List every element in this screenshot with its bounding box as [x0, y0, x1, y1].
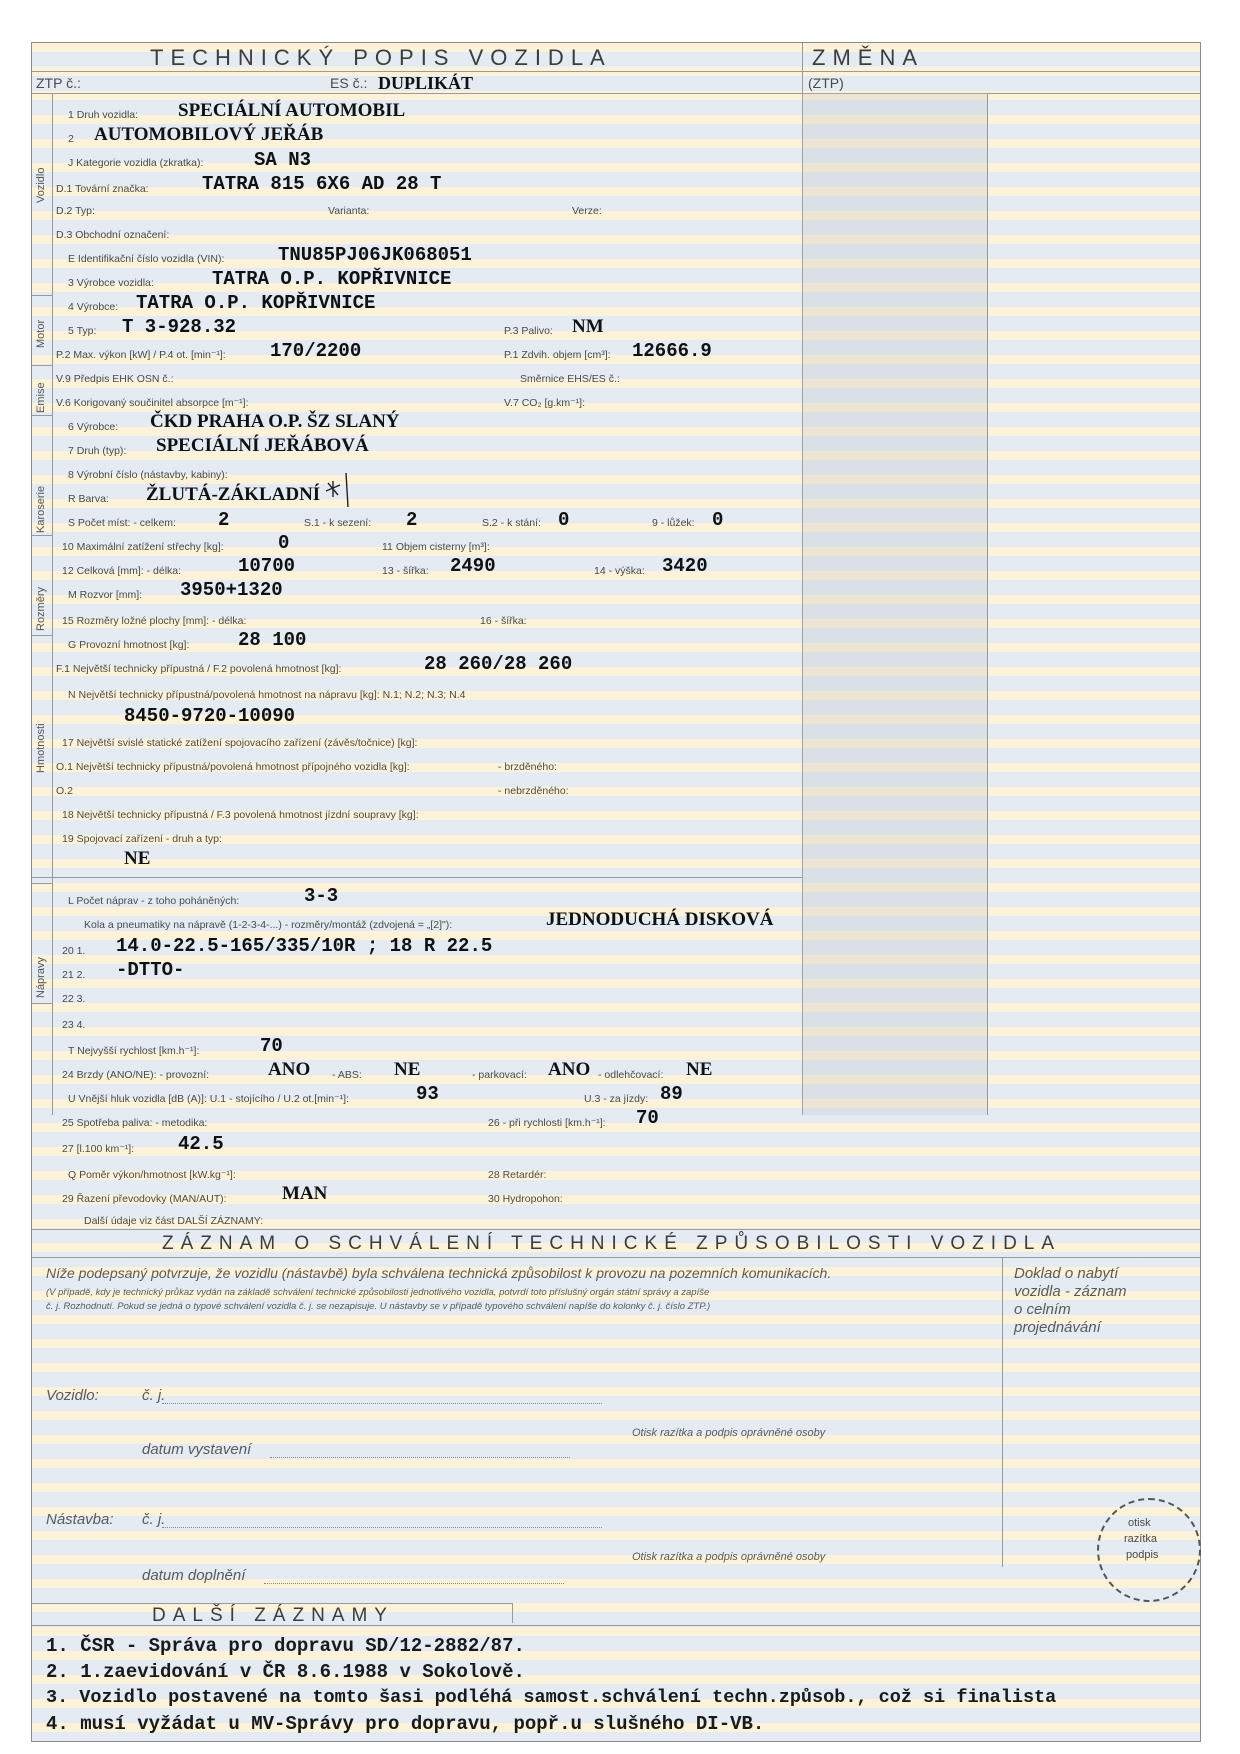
- note-line-3: 3. Vozidlo postavené na tomto šasi podléhá samost.schválení techn.způsob., což si finalista: [46, 1687, 1057, 1708]
- row-d1-value: TATRA 815 6X6 AD 28 T: [202, 173, 442, 195]
- row-p3-label: P.3 Palivo:: [504, 325, 553, 337]
- section-break: [32, 295, 52, 296]
- row-26-label: 26 - při rychlosti [km.h⁻¹]:: [488, 1117, 606, 1129]
- row-u-value: 93: [416, 1083, 439, 1105]
- note-line-2: 2. 1.zaevidování v ČR 8.6.1988 v Sokolově.: [46, 1661, 525, 1683]
- section-break: [32, 535, 52, 536]
- row-p3-value: NM: [572, 316, 604, 337]
- row-s-label: S Počet míst: - celkem:: [68, 517, 176, 529]
- divider: [32, 877, 802, 878]
- row-25-label: 25 Spotřeba paliva: - metodika:: [62, 1117, 208, 1129]
- row-s2-value: 0: [558, 509, 570, 531]
- section-rozmery: Rozměry: [35, 586, 47, 631]
- odl-value: NE: [686, 1059, 713, 1080]
- divider: [32, 1603, 512, 1604]
- row-v6-label: V.6 Korigovaný součinitel absorpce [m⁻¹]:: [56, 397, 249, 409]
- change-column: [802, 93, 987, 1115]
- row-24-label: 24 Brzdy (ANO/NE): - provozní:: [62, 1069, 210, 1081]
- row-f1-value: 28 260/28 260: [424, 653, 573, 675]
- otisk-2: Otisk razítka a podpis oprávněné osoby: [632, 1551, 826, 1563]
- row-13-value: 2490: [450, 555, 496, 577]
- row-21-value: -DTTO-: [116, 959, 185, 981]
- divider: [32, 1257, 1200, 1258]
- row-9-label: 9 - lůžek:: [652, 517, 695, 529]
- park-label: - parkovací:: [472, 1069, 527, 1081]
- ztp-label: ZTP č.:: [36, 75, 81, 91]
- row-t-label: T Nejvyšší rychlost [km.h⁻¹]:: [68, 1045, 200, 1057]
- row-d2-varianta: Varianta:: [328, 205, 370, 217]
- row-10-value: 0: [278, 532, 290, 554]
- row-22-label: 22 3.: [62, 993, 86, 1005]
- row-s-value: 2: [218, 509, 230, 531]
- section-karoserie: Karoserie: [35, 485, 47, 533]
- row-d1-label: D.1 Tovární značka:: [56, 183, 149, 195]
- row-d3-label: D.3 Obchodní označení:: [56, 229, 170, 241]
- approval-title: ZÁZNAM O SCHVÁLENÍ TECHNICKÉ ZPŮSOBILOSTI VOZIDLA: [162, 1233, 1062, 1254]
- change-title: ZMĚNA: [812, 45, 924, 70]
- row-smernice: Směrnice EHS/ES č.:: [520, 373, 620, 385]
- row-6-value: ČKD PRAHA O.P. ŠZ SLANÝ: [150, 411, 400, 432]
- row-2-value: AUTOMOBILOVÝ JEŘÁB: [94, 124, 324, 145]
- row-m-value: 3950+1320: [180, 579, 283, 601]
- section-break: [32, 1003, 52, 1004]
- approval-line-3: č. j. Rozhodnutí. Pokud se jedná o typové schválení vozidla č. j. se nezapisuje. U nástavby se v případě typového schválení napíše do kolonky č. j. číslo ZTP.): [46, 1301, 711, 1312]
- section-break: [32, 365, 52, 366]
- row-l-label: L Počet náprav - z toho poháněných:: [68, 895, 240, 907]
- row-17-label: 17 Největší svislé statické zatížení spojovacího zařízení (závěs/točnice) [kg]:: [62, 737, 418, 749]
- datum-doplneni-field[interactable]: [264, 1583, 564, 1584]
- row-29-value: MAN: [282, 1183, 328, 1204]
- section-strip-divider: [52, 93, 53, 1115]
- row-o1-brzd: - brzděného:: [498, 761, 557, 773]
- form-title: TECHNICKÝ POPIS VOZIDLA: [150, 45, 612, 70]
- row-7-value: SPECIÁLNÍ JEŘÁBOVÁ: [156, 435, 369, 456]
- row-4-value: TATRA O.P. KOPŘIVNICE: [136, 292, 376, 314]
- row-p2-value: 170/2200: [270, 340, 362, 362]
- doklad-line-1: Doklad o nabytí: [1014, 1265, 1119, 1282]
- park-value: ANO: [548, 1059, 591, 1080]
- odl-label: - odlehčovací:: [598, 1069, 664, 1081]
- cj-field[interactable]: [162, 1403, 602, 1404]
- row-16-label: 16 - šířka:: [480, 615, 527, 627]
- row-s1-label: S.1 - k sezení:: [304, 517, 372, 529]
- row-30-label: 30 Hydropohon:: [488, 1193, 563, 1205]
- cj-label: č. j.: [142, 1387, 166, 1404]
- datum-vystaveni-field[interactable]: [270, 1457, 570, 1458]
- section-break: [32, 635, 52, 636]
- row-14-label: 14 - výška:: [594, 565, 645, 577]
- row-m-label: M Rozvor [mm]:: [68, 589, 143, 601]
- section-break: [32, 415, 52, 416]
- row-20-value: 14.0-22.5-165/335/10R ; 18 R 22.5: [116, 935, 493, 957]
- row-5-label: 5 Typ:: [68, 325, 97, 337]
- row-g-value: 28 100: [238, 629, 307, 651]
- row-n-label: N Největší technicky přípustná/povolená hmotnost na nápravu [kg]: N.1; N.2; N.3; N.4: [68, 689, 466, 701]
- row-p1-value: 12666.9: [632, 340, 712, 362]
- datum-doplneni-label: datum doplnění: [142, 1567, 246, 1584]
- asterisk-mark-icon: [322, 471, 352, 509]
- row-14-value: 3420: [662, 555, 708, 577]
- divider: [512, 1603, 513, 1623]
- divider: [32, 1625, 1200, 1626]
- stamp-text-3: podpis: [1126, 1549, 1159, 1561]
- change-divider: [987, 93, 988, 1115]
- vozidlo-label: Vozidlo:: [46, 1387, 99, 1404]
- row-12-label: 12 Celková [mm]: - délka:: [62, 565, 182, 577]
- row-1-label: 1 Druh vozidla:: [68, 109, 139, 121]
- row-23-label: 23 4.: [62, 1019, 86, 1031]
- row-p2-label: P.2 Max. výkon [kW] / P.4 ot. [min⁻¹]:: [56, 349, 226, 361]
- row-j-label: J Kategorie vozidla (zkratka):: [68, 157, 204, 169]
- row-kola-value: JEDNODUCHÁ DISKOVÁ: [546, 909, 774, 930]
- row-s2-label: S.2 - k stání:: [482, 517, 541, 529]
- row-24-value: ANO: [268, 1059, 311, 1080]
- row-26-value: 70: [636, 1107, 659, 1129]
- row-p1-label: P.1 Zdvih. objem [cm³]:: [504, 349, 611, 361]
- technical-description-form: [31, 42, 1201, 1742]
- nastavba-label: Nástavba:: [46, 1511, 114, 1528]
- abs-value: NE: [394, 1059, 421, 1080]
- row-e-label: E Identifikační číslo vozidla (VIN):: [68, 253, 225, 265]
- row-2-label: 2: [68, 133, 74, 145]
- ztp-change: (ZTP): [808, 75, 844, 91]
- dalsi-title: DALŠÍ ZÁZNAMY: [152, 1605, 394, 1626]
- row-27-value: 42.5: [178, 1133, 224, 1155]
- row-u3-value: 89: [660, 1083, 683, 1105]
- row-u-label: U Vnější hluk vozidla [dB (A)]: U.1 - stojícího / U.2 ot.[min⁻¹]:: [68, 1093, 349, 1105]
- row-d2-verze: Verze:: [572, 205, 602, 217]
- abs-label: - ABS:: [332, 1069, 362, 1081]
- row-3-label: 3 Výrobce vozidla:: [68, 277, 154, 289]
- row-18-label: 18 Největší technicky přípustná / F.3 povolená hmotnost jízdní soupravy [kg]:: [62, 809, 419, 821]
- cj2-field[interactable]: [162, 1527, 602, 1528]
- note-line-1: 1. ČSR - Správa pro dopravu SD/12-2882/87.: [46, 1635, 525, 1657]
- approval-line-2: (V případě, kdy je technický průkaz vydán na základě schválení technické způsobilosti jednotlivého vozidla, potvrdí toto příslušný orgán státní správy a zapíše: [46, 1287, 710, 1298]
- otisk-1: Otisk razítka a podpis oprávněné osoby: [632, 1427, 826, 1439]
- cj2-label: č. j.: [142, 1511, 166, 1528]
- row-1-value: SPECIÁLNÍ AUTOMOBIL: [178, 100, 406, 121]
- row-f1-label: F.1 Největší technicky přípustná / F.2 povolená hmotnost [kg]:: [56, 663, 342, 675]
- section-vozidlo: Vozidlo: [35, 167, 47, 203]
- row-o2-nebrzd: - nebrzděného:: [498, 785, 569, 797]
- row-13-label: 13 - šířka:: [382, 565, 429, 577]
- row-s1-value: 2: [406, 509, 418, 531]
- approval-divider: [1002, 1257, 1003, 1567]
- row-8-label: 8 Výrobní číslo (nástavby, kabiny):: [68, 469, 228, 481]
- row-q-label: Q Poměr výkon/hmotnost [kW.kg⁻¹]:: [68, 1169, 236, 1181]
- divider: [32, 71, 1200, 72]
- note-line-4: 4. musí vyžádat u MV-Správy pro dopravu, popř.u slušného DI-VB.: [46, 1713, 765, 1735]
- row-t-value: 70: [260, 1035, 283, 1057]
- row-n-value: 8450-9720-10090: [124, 705, 296, 727]
- row-4-label: 4 Výrobce:: [68, 301, 119, 313]
- row-12-value: 10700: [238, 555, 296, 577]
- vin-value: TNU85PJ06JK068051: [278, 244, 472, 266]
- row-o2-label: O.2: [56, 785, 73, 797]
- es-value: DUPLIKÁT: [378, 73, 474, 93]
- row-10-label: 10 Maximální zatížení střechy [kg]:: [62, 541, 224, 553]
- divider: [32, 93, 1200, 94]
- row-19-label: 19 Spojovací zařízení - druh a typ:: [62, 833, 222, 845]
- row-l-value: 3-3: [304, 885, 339, 907]
- es-label: ES č.:: [330, 75, 368, 91]
- row-3-value: TATRA O.P. KOPŘIVNICE: [212, 268, 452, 290]
- stamp-text-1: otisk: [1128, 1517, 1151, 1529]
- color-value: ŽLUTÁ-ZÁKLADNÍ: [146, 484, 321, 505]
- row-15-label: 15 Rozměry ložné plochy [mm]: - délka:: [62, 615, 247, 627]
- row-d2-label: D.2 Typ:: [56, 205, 95, 217]
- doklad-line-4: projednávání: [1014, 1319, 1101, 1336]
- stamp-text-2: razítka: [1124, 1533, 1158, 1545]
- section-emise: Emise: [35, 382, 47, 413]
- divider: [32, 1229, 1200, 1230]
- row-kola-label: Kola a pneumatiky na nápravě (1-2-3-4-...) - rozměry/montáž (zdvojená = „[2]"):: [84, 919, 453, 931]
- row-19-value: NE: [124, 848, 151, 869]
- row-j-value: SA N3: [254, 149, 312, 171]
- row-v7: V.7 CO₂ [g.km⁻¹]:: [504, 397, 586, 409]
- doklad-line-2: vozidla - záznam: [1014, 1283, 1127, 1300]
- doklad-line-3: o celním: [1014, 1301, 1071, 1318]
- section-hmotnosti: Hmotnosti: [35, 723, 47, 773]
- row-u3-label: U.3 - za jízdy:: [584, 1093, 649, 1105]
- section-motor: Motor: [35, 319, 47, 348]
- row-v9-label: V.9 Předpis EHK OSN č.:: [56, 373, 174, 385]
- row-o1-label: O.1 Největší technicky přípustná/povolená hmotnost přípojného vozidla [kg]:: [56, 761, 410, 773]
- section-break: [32, 883, 52, 884]
- row-r-label: R Barva:: [68, 493, 109, 505]
- row-6-label: 6 Výrobce:: [68, 421, 119, 433]
- row-29-label: 29 Řazení převodovky (MAN/AUT):: [62, 1193, 227, 1205]
- section-napravy: Nápravy: [35, 957, 47, 998]
- row-20-label: 20 1.: [62, 945, 86, 957]
- row-dalsi-label: Další údaje viz část DALŠÍ ZÁZNAMY:: [84, 1215, 264, 1227]
- row-21-label: 21 2.: [62, 969, 86, 981]
- row-g-label: G Provozní hmotnost [kg]:: [68, 639, 190, 651]
- row-7-label: 7 Druh (typ):: [68, 445, 127, 457]
- row-28-label: 28 Retardér:: [488, 1169, 547, 1181]
- row-27-label: 27 [l.100 km⁻¹]:: [62, 1143, 135, 1155]
- row-11-label: 11 Objem cisterny [m³]:: [382, 541, 490, 553]
- approval-line-1: Níže podepsaný potvrzuje, že vozidlu (nástavbě) byla schválena technická způsobilost k provozu na pozemních komunikacích.: [46, 1265, 832, 1281]
- row-5-value: T 3-928.32: [122, 316, 237, 338]
- datum-vystaveni-label: datum vystavení: [142, 1441, 252, 1458]
- row-9-value: 0: [712, 509, 724, 531]
